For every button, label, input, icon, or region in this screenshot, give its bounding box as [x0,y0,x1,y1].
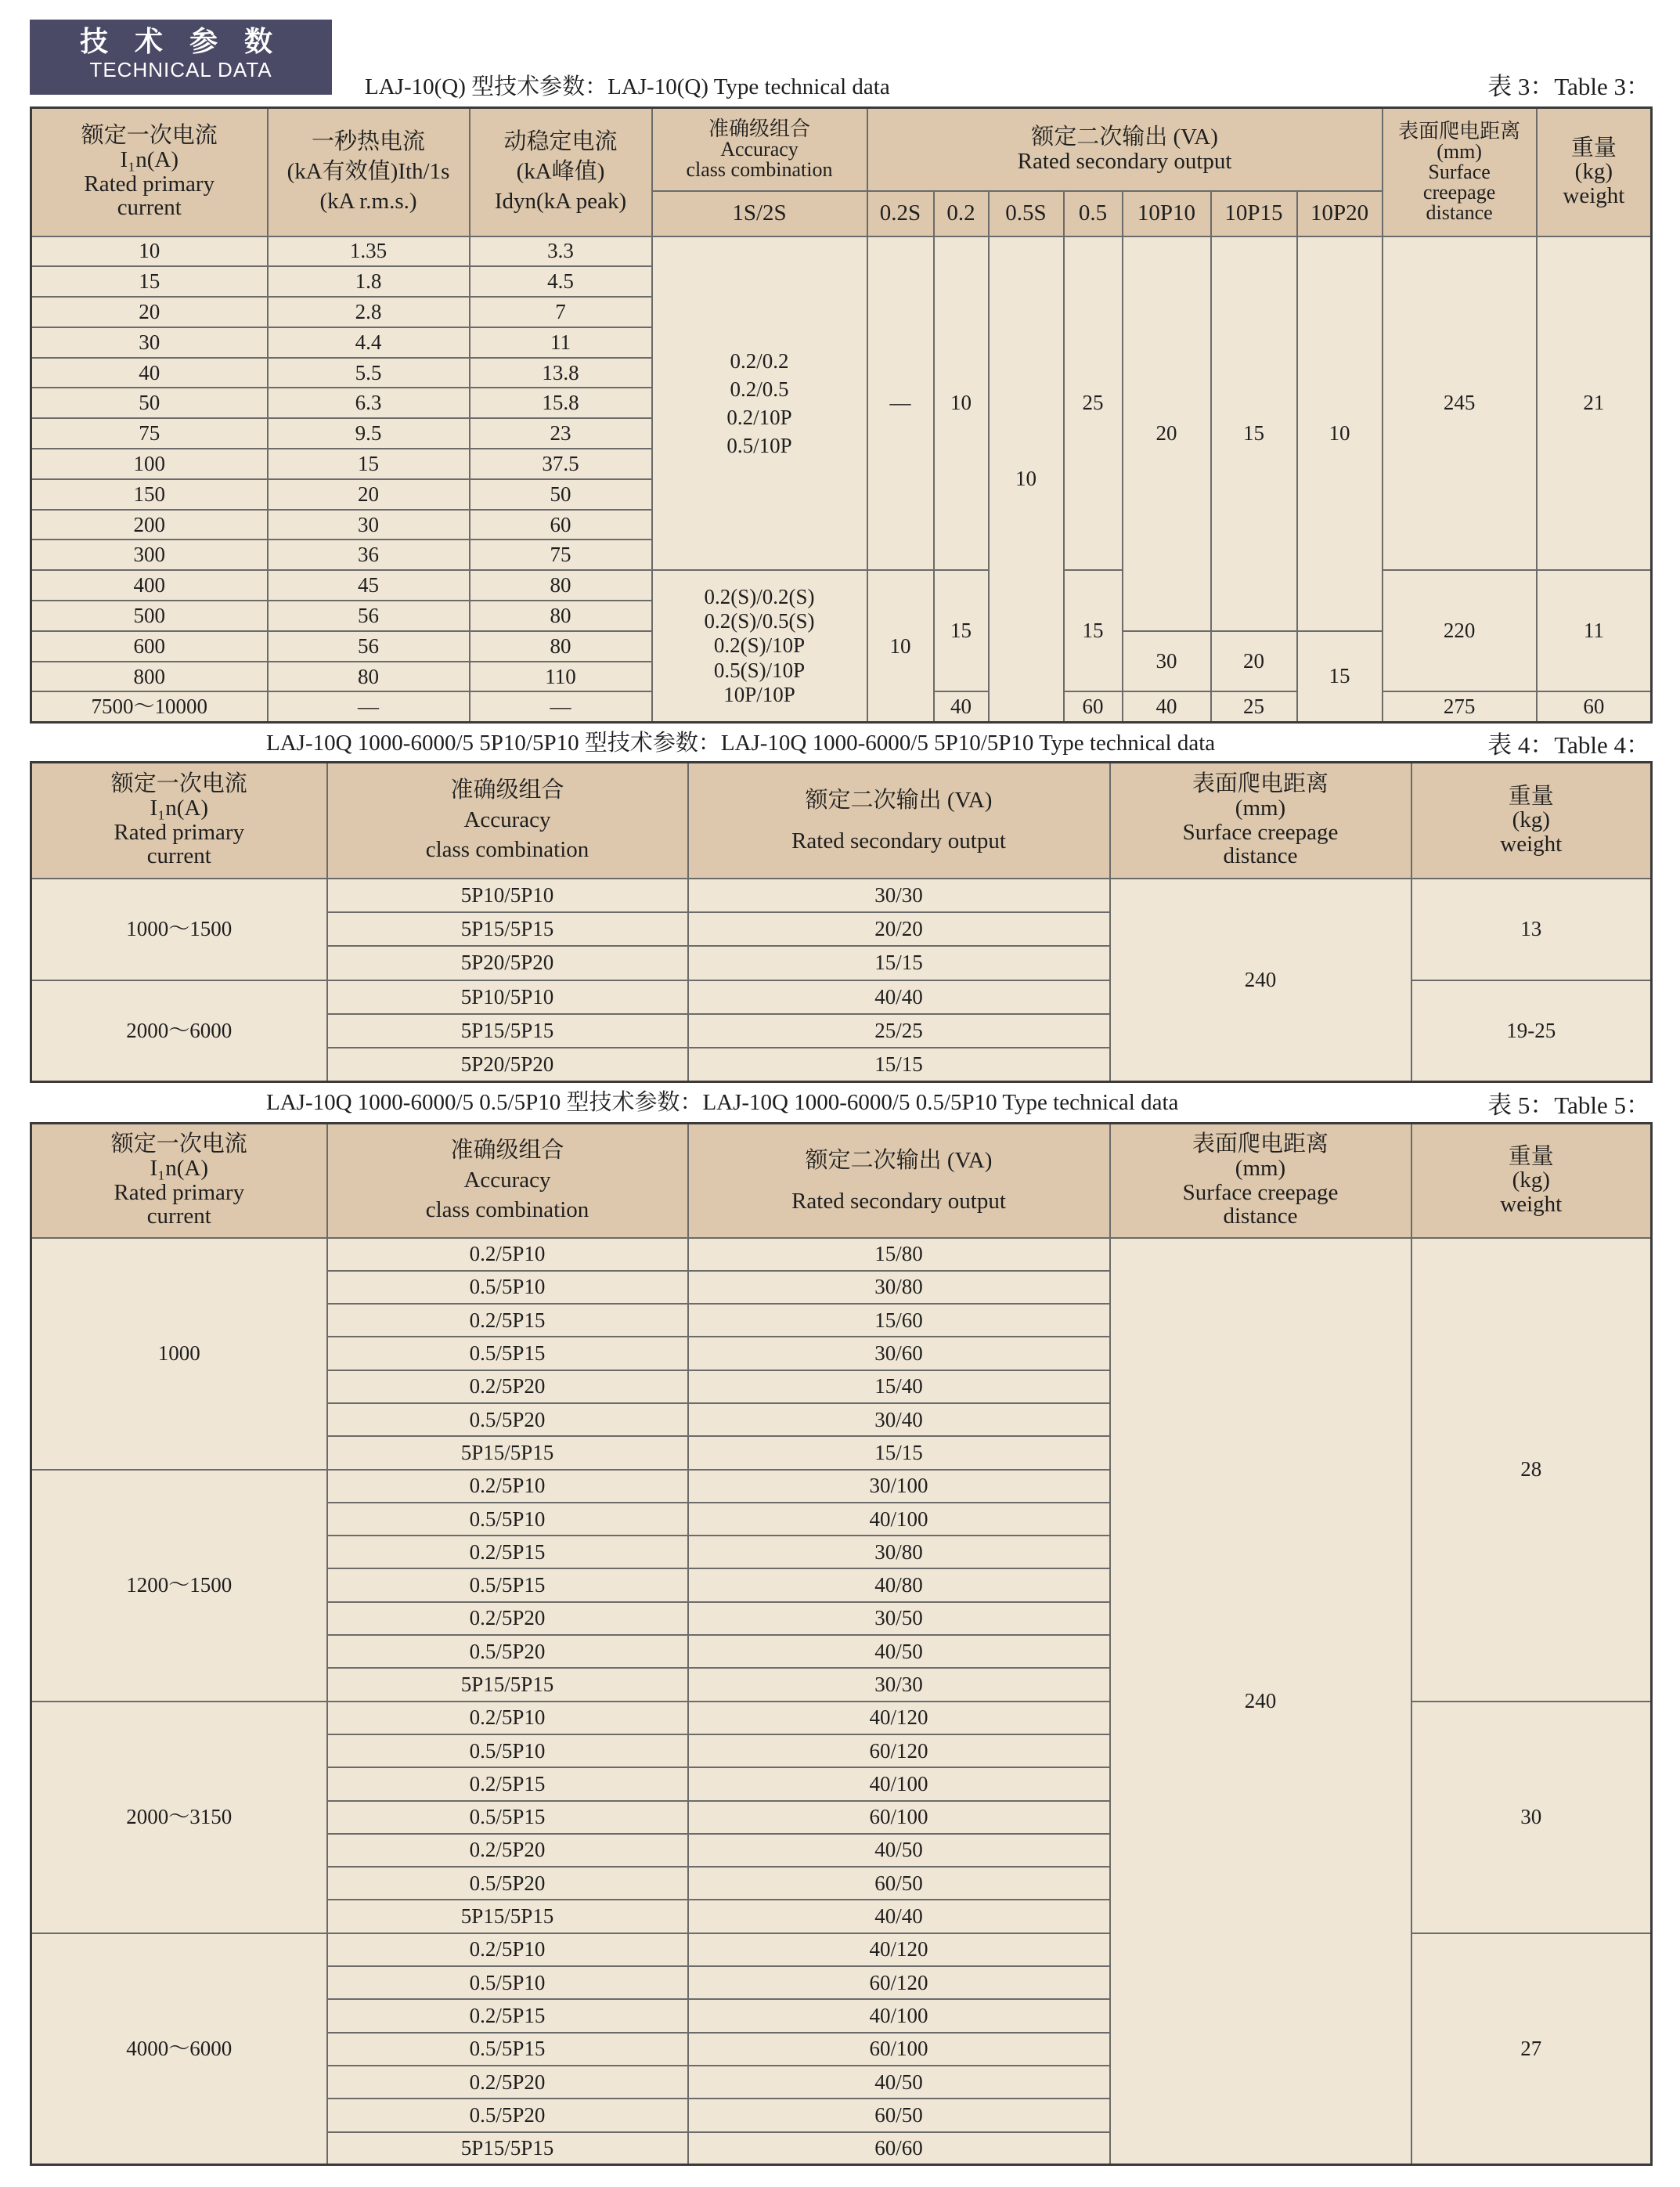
t3-header-col-10p15: 10P15 [1211,191,1297,236]
table4 [30,761,1653,1083]
t3-row-current: 40 [31,358,268,388]
t4-group-current: 1000～1500 [31,879,327,980]
section-title-en: TECHNICAL DATA [89,58,272,81]
t3-header-col-0.2s: 0.2S [867,191,934,236]
t5-row-accuracy: 0.5/5P10 [327,1734,688,1767]
t5-group-current: 1200～1500 [31,1470,327,1702]
t3-10p20-group-2: 15 [1297,631,1383,722]
t5-row-accuracy: 0.5/5P10 [327,1503,688,1536]
t3-header-creepage: 表面爬电距离 (mm) Surface creepage distance [1383,108,1537,236]
t4-header-weight: 重量 (kg) weight [1411,763,1652,879]
t5-row-output: 30/50 [688,1602,1110,1635]
t5-row-output: 40/120 [688,1702,1110,1734]
t5-row-output: 40/40 [688,1900,1110,1933]
t5-row-accuracy: 5P15/5P15 [327,2132,688,2165]
t3-row-dynamic: — [470,691,652,722]
t5-row-output: 40/50 [688,1635,1110,1668]
t5-row-output: 40/100 [688,1999,1110,2032]
t3-row-dynamic: 3.3 [470,236,652,267]
t5-row-output: 40/120 [688,1933,1110,1966]
t3-row-thermal: 5.5 [268,358,470,388]
t3-row-current: 75 [31,418,268,449]
t5-row-output: 40/100 [688,1767,1110,1800]
t3-10p15-group-2: 20 [1211,631,1297,692]
t5-header-accuracy: 准确级组合 Accuracy class combination [327,1124,688,1238]
t5-group-current: 2000～3150 [31,1702,327,1933]
t4-row-output: 20/20 [688,912,1110,946]
t3-header-dynamic-current: 动稳定电流 (kA峰值) Idyn(kA peak) [470,108,652,236]
t4-row-output: 15/15 [688,1048,1110,1081]
t3-row-dynamic: 15.8 [470,388,652,418]
t3-10p10-group-1: 20 [1123,236,1211,631]
t5-row-output: 60/120 [688,1734,1110,1767]
table4-caption: LAJ-10Q 1000-6000/5 5P10/5P10 型技术参数：LAJ-10Q 1000-6000/5 5P10/5P10 Type technical data [266,731,1216,756]
t3-header-col-0.5: 0.5 [1064,191,1123,236]
t3-row-current: 600 [31,631,268,662]
t5-row-output: 30/60 [688,1337,1110,1370]
t5-row-output: 60/120 [688,1966,1110,1999]
t5-row-output: 15/60 [688,1304,1110,1337]
t4-header-accuracy: 准确级组合 Accuracy class combination [327,763,688,879]
t3-row-dynamic: 110 [470,662,652,692]
t5-row-output: 30/30 [688,1668,1110,1701]
t5-row-accuracy: 0.2/5P15 [327,1767,688,1800]
t3-row-thermal: 1.35 [268,236,470,267]
t3-row-dynamic: 37.5 [470,449,652,479]
t3-row-current: 100 [31,449,268,479]
t3-row-dynamic: 7 [470,297,652,327]
t3-0.2-group-3: 40 [934,691,989,722]
t3-row-dynamic: 75 [470,540,652,570]
t3-row-thermal: 56 [268,601,470,631]
t3-row-current: 20 [31,297,268,327]
t3-row-dynamic: 13.8 [470,358,652,388]
t4-group-weight: 19-25 [1411,980,1652,1082]
t3-0.5-group-1: 25 [1064,236,1123,571]
t5-row-accuracy: 0.2/5P15 [327,1999,688,2032]
t3-row-current: 800 [31,662,268,692]
t3-10p10-group-2: 30 [1123,631,1211,692]
t4-row-accuracy: 5P10/5P10 [327,980,688,1014]
t3-row-current: 400 [31,570,268,601]
t4-header-secondary-output: 额定二次输出 (VA) Rated secondary output [688,763,1110,879]
t5-row-accuracy: 0.2/5P10 [327,1933,688,1966]
t3-header-col-10p10: 10P10 [1123,191,1211,236]
t3-row-dynamic: 11 [470,327,652,358]
t5-row-output: 30/80 [688,1271,1110,1304]
t5-row-output: 15/80 [688,1238,1110,1271]
t5-row-accuracy: 0.5/5P10 [327,1271,688,1304]
t5-row-output: 40/80 [688,1568,1110,1601]
t3-row-current: 500 [31,601,268,631]
t3-row-thermal: 45 [268,570,470,601]
t5-header-secondary-output: 额定二次输出 (VA) Rated secondary output [688,1124,1110,1238]
t5-row-output: 60/100 [688,2033,1110,2066]
t4-row-output: 15/15 [688,946,1110,980]
t3-row-thermal: 80 [268,662,470,692]
t3-0.2s-group-1: — [867,236,934,571]
t5-row-output: 60/50 [688,2099,1110,2131]
t5-header-primary-current: 额定一次电流 I₁n(A) Rated primary current [31,1124,327,1238]
t5-row-accuracy: 0.5/5P20 [327,1867,688,1900]
t5-row-accuracy: 0.2/5P10 [327,1238,688,1271]
t3-row-current: 30 [31,327,268,358]
t4-row-output: 25/25 [688,1014,1110,1048]
t3-row-thermal: 30 [268,510,470,540]
t3-weight-group-2: 11 [1537,570,1652,691]
t3-header-primary-current: 额定一次电流 I₁n(A) Rated primary current [31,108,268,236]
t3-header-secondary-output: 额定二次输出 (VA) Rated secondary output [867,108,1383,191]
table5-caption: LAJ-10Q 1000-6000/5 0.5/5P10 型技术参数：LAJ-10Q 1000-6000/5 0.5/5P10 Type technical data [266,1090,1179,1115]
t3-row-thermal: 4.4 [268,327,470,358]
t3-10p15-group-3: 25 [1211,691,1297,722]
t4-row-accuracy: 5P20/5P20 [327,946,688,980]
t5-row-accuracy: 0.2/5P20 [327,1370,688,1403]
t3-0.5-group-2: 15 [1064,570,1123,691]
t5-row-output: 40/50 [688,2066,1110,2099]
t3-row-dynamic: 50 [470,479,652,510]
t5-row-accuracy: 0.5/5P20 [327,1635,688,1668]
t3-row-current: 50 [31,388,268,418]
t5-row-accuracy: 0.5/5P10 [327,1966,688,1999]
t4-row-accuracy: 5P10/5P10 [327,879,688,912]
t3-row-thermal: 6.3 [268,388,470,418]
t3-header-col-10p20: 10P20 [1297,191,1383,236]
t5-row-output: 40/100 [688,1503,1110,1536]
t5-row-output: 15/40 [688,1370,1110,1403]
t3-row-thermal: 1.8 [268,266,470,297]
t3-header-accuracy-sub: 1S/2S [652,191,867,236]
t5-row-output: 60/60 [688,2132,1110,2165]
t3-accuracy-group-2: 0.2(S)/0.2(S) 0.2(S)/0.5(S) 0.2(S)/10P 0.5(S)/10P 10P/10P [652,570,867,722]
table-row [31,1238,1652,1271]
t4-row-accuracy: 5P15/5P15 [327,912,688,946]
t5-row-accuracy: 0.2/5P20 [327,2066,688,2099]
t5-header-creepage: 表面爬电距离 (mm) Surface creepage distance [1110,1124,1411,1238]
t5-row-accuracy: 0.2/5P10 [327,1702,688,1734]
t4-group-current: 2000～6000 [31,980,327,1082]
t3-header-weight: 重量 (kg) weight [1537,108,1652,236]
t5-row-output: 30/40 [688,1403,1110,1436]
table3-caption: LAJ-10(Q) 型技术参数：LAJ-10(Q) Type technical data [365,74,890,99]
t3-header-accuracy: 准确级组合 Accuracy class combination [652,108,867,191]
t3-row-thermal: 56 [268,631,470,662]
t5-row-accuracy: 0.5/5P20 [327,1403,688,1436]
t4-header-primary-current: 额定一次电流 I₁n(A) Rated primary current [31,763,327,879]
t3-0.2-group-2: 15 [934,570,989,691]
t5-row-accuracy: 0.5/5P15 [327,1337,688,1370]
t3-row-current: 7500～10000 [31,691,268,722]
t3-creepage-group-2: 220 [1383,570,1537,691]
table3 [30,106,1653,724]
t3-10p10-group-3: 40 [1123,691,1211,722]
table4-number: 表 4：Table 4： [1487,731,1650,759]
t5-row-accuracy: 5P15/5P15 [327,1900,688,1933]
t3-row-thermal: 36 [268,540,470,570]
t3-0.5s-all: 10 [989,236,1064,723]
t5-row-output: 40/50 [688,1834,1110,1867]
t3-0.2-group-1: 10 [934,236,989,571]
t5-row-output: 60/50 [688,1867,1110,1900]
t3-0.5-group-3: 60 [1064,691,1123,722]
t5-weight: 27 [1411,1933,1652,2165]
t4-row-output: 30/30 [688,879,1110,912]
t4-row-accuracy: 5P20/5P20 [327,1048,688,1081]
t3-weight-group-3: 60 [1537,691,1652,722]
t5-header-weight: 重量 (kg) weight [1411,1124,1652,1238]
t3-row-current: 15 [31,266,268,297]
t3-accuracy-group-1: 0.2/0.2 0.2/0.5 0.2/10P 0.5/10P [652,236,867,571]
t3-row-thermal: 9.5 [268,418,470,449]
t5-row-accuracy: 0.2/5P10 [327,1470,688,1503]
t3-row-dynamic: 60 [470,510,652,540]
t3-header-thermal-current: 一秒热电流 (kA有效值)Ith/1s (kA r.m.s.) [268,108,470,236]
t5-row-accuracy: 0.2/5P20 [327,1602,688,1635]
t3-header-col-0.2: 0.2 [934,191,989,236]
t3-row-current: 300 [31,540,268,570]
t5-row-output: 30/100 [688,1470,1110,1503]
t3-row-thermal: 20 [268,479,470,510]
t3-row-dynamic: 80 [470,601,652,631]
section-title-zh: 技 术 参 数 [79,25,282,57]
t5-row-accuracy: 0.5/5P15 [327,2033,688,2066]
t3-weight-group-1: 21 [1537,236,1652,571]
t5-weight: 30 [1411,1702,1652,1933]
table5 [30,1122,1653,2166]
t5-row-accuracy: 0.5/5P20 [327,2099,688,2131]
t3-row-thermal: — [268,691,470,722]
t5-row-accuracy: 0.2/5P20 [327,1834,688,1867]
t5-row-accuracy: 0.2/5P15 [327,1304,688,1337]
t4-header-creepage: 表面爬电距离 (mm) Surface creepage distance [1110,763,1411,879]
t3-0.2s-group-2: 10 [867,570,934,722]
section-badge [30,20,332,95]
t3-row-dynamic: 80 [470,631,652,662]
t4-row-output: 40/40 [688,980,1110,1014]
t3-row-current: 10 [31,236,268,267]
table3-number: 表 3：Table 3： [1487,73,1650,100]
t5-row-output: 30/80 [688,1536,1110,1568]
t3-10p20-group-1: 10 [1297,236,1383,631]
t5-row-accuracy: 0.2/5P15 [327,1536,688,1568]
t4-creepage: 240 [1110,879,1411,1082]
t3-creepage-group-3: 275 [1383,691,1537,722]
t3-row-current: 150 [31,479,268,510]
t5-creepage: 240 [1110,1238,1411,2165]
t5-weight: 28 [1411,1238,1652,1702]
t5-row-accuracy: 0.5/5P15 [327,1801,688,1834]
t3-row-dynamic: 23 [470,418,652,449]
t3-row-dynamic: 4.5 [470,266,652,297]
t3-header-col-0.5s: 0.5S [989,191,1064,236]
t3-10p15-group-1: 15 [1211,236,1297,631]
t5-row-accuracy: 0.5/5P15 [327,1568,688,1601]
t3-row-thermal: 15 [268,449,470,479]
table5-number: 表 5：Table 5： [1487,1092,1650,1119]
t5-group-current: 1000 [31,1238,327,1470]
t5-row-output: 15/15 [688,1436,1110,1469]
t5-group-current: 4000～6000 [31,1933,327,2165]
t3-row-thermal: 2.8 [268,297,470,327]
t3-row-dynamic: 80 [470,570,652,601]
t4-group-weight: 13 [1411,879,1652,980]
t3-creepage-group-1: 245 [1383,236,1537,571]
t4-row-accuracy: 5P15/5P15 [327,1014,688,1048]
t5-row-output: 60/100 [688,1801,1110,1834]
t3-row-current: 200 [31,510,268,540]
t5-row-accuracy: 5P15/5P15 [327,1436,688,1469]
t5-row-accuracy: 5P15/5P15 [327,1668,688,1701]
